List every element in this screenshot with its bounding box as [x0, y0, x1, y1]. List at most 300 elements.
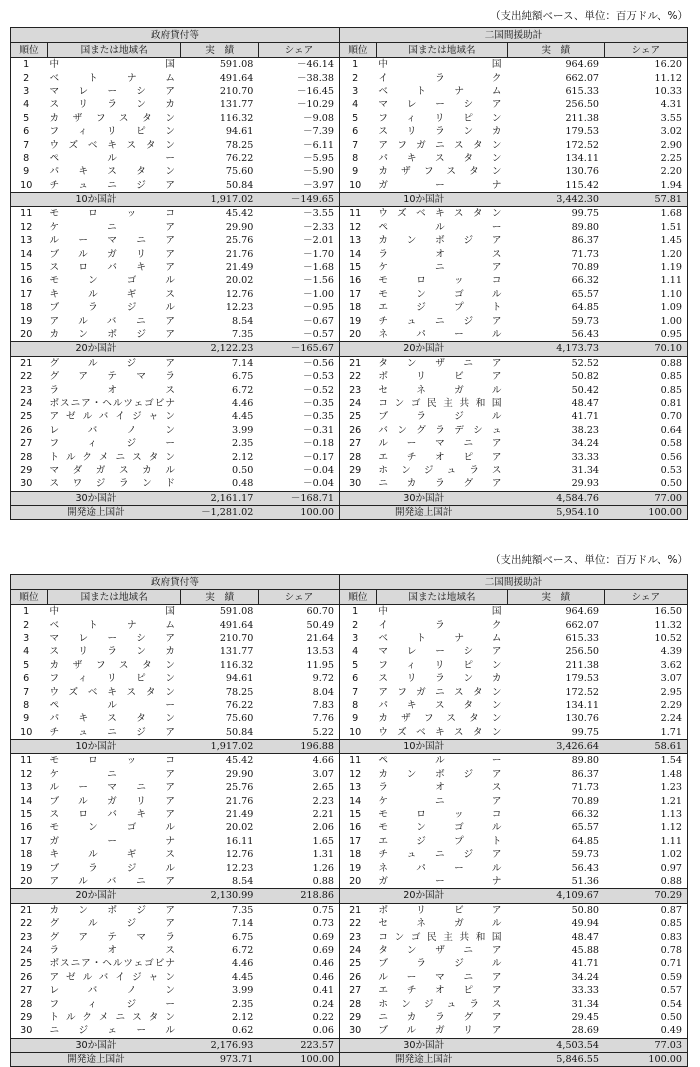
country-name: グルジア	[49, 918, 175, 930]
amount-value: 21.76	[225, 248, 254, 260]
country-name: ブラジル	[49, 302, 175, 314]
rank-cell: 11	[20, 208, 33, 220]
country-name: ルーマニア	[49, 235, 175, 247]
rank-cell: 29	[349, 1011, 362, 1023]
amount-value: 71.73	[571, 248, 600, 260]
rank-cell: 12	[20, 221, 33, 233]
amount-value: 31.34	[571, 464, 600, 476]
share-value: －1.68	[258, 261, 339, 274]
share-value: 4.31	[660, 99, 682, 111]
rank-cell: 22	[20, 371, 33, 383]
share-value: －0.31	[258, 424, 339, 437]
country-name: アルバニア	[49, 876, 175, 887]
country-name: ケニア	[378, 795, 502, 807]
share-value: 0.57	[660, 985, 682, 997]
country-name: ペルー	[378, 755, 502, 767]
amount-value: 16.11	[225, 835, 254, 847]
table-row	[11, 437, 688, 450]
share-value: 0.06	[258, 1024, 339, 1038]
subtotal-label: 10か国計	[11, 739, 181, 753]
column-header: 順位	[11, 43, 48, 58]
column-header: シェア	[258, 590, 339, 605]
country-name: エチオピア	[378, 451, 502, 463]
total-amount: 5,954.10	[508, 505, 605, 519]
rank-cell: 18	[20, 849, 33, 861]
amount-value: 179.53	[565, 126, 600, 138]
share-value: 0.88	[258, 875, 339, 889]
country-name: ニジェール	[49, 1025, 175, 1037]
rank-cell: 30	[349, 478, 362, 490]
country-name: エジプト	[378, 835, 502, 847]
country-name: アフガニスタン	[378, 686, 502, 698]
subtotal-row	[11, 192, 688, 206]
table-row	[11, 464, 688, 477]
amount-value: 7.14	[232, 357, 254, 369]
amount-value: 3.99	[232, 985, 254, 997]
share-value: 9.72	[258, 672, 339, 685]
rank-cell: 14	[349, 248, 362, 260]
rank-cell: 5	[352, 112, 359, 124]
country-name: セネガル	[378, 918, 502, 930]
country-name: タンザニア	[378, 944, 502, 956]
share-value: 2.24	[660, 713, 682, 725]
column-header: シェア	[258, 43, 339, 58]
amount-value: 3.99	[232, 424, 254, 436]
amount-value: 4.46	[232, 958, 254, 970]
table-row	[11, 207, 688, 221]
total-row	[11, 1052, 688, 1066]
amount-value: 4.45	[232, 971, 254, 983]
rank-cell: 10	[349, 179, 362, 191]
country-name: フィリピン	[49, 673, 175, 685]
amount-value: 964.69	[565, 606, 600, 618]
amount-value: 48.47	[571, 931, 600, 943]
amount-value: 33.33	[571, 985, 600, 997]
share-value: 0.22	[258, 1011, 339, 1024]
country-name: ルーマニア	[378, 971, 502, 983]
subtotal-label: 20か国計	[11, 889, 181, 903]
amount-value: 71.73	[571, 782, 600, 794]
table-row	[11, 138, 688, 151]
rank-cell: 20	[20, 329, 33, 340]
rank-cell: 29	[349, 464, 362, 476]
table-row	[11, 997, 688, 1010]
share-value: 1.21	[660, 795, 682, 807]
subtotal-label: 30か国計	[339, 1038, 507, 1052]
amount-value: 256.50	[565, 646, 600, 658]
country-name: 中国	[378, 59, 502, 71]
share-value: 50.49	[258, 618, 339, 631]
amount-value: 33.33	[571, 451, 600, 463]
subtotal-amount: 1,917.02	[181, 192, 258, 206]
country-name: ベトナム	[378, 85, 502, 97]
table-row	[11, 618, 688, 631]
amount-value: 76.22	[225, 152, 254, 164]
amount-value: 89.80	[571, 221, 600, 233]
table-row	[11, 314, 688, 327]
rank-cell: 14	[20, 248, 33, 260]
share-value: 1.54	[660, 755, 682, 767]
country-name: モロッコ	[49, 755, 175, 767]
rank-cell: 10	[20, 179, 33, 191]
amount-value: 75.60	[225, 713, 254, 725]
rank-cell: 9	[23, 713, 30, 725]
amount-value: 25.76	[225, 782, 254, 794]
amount-value: 59.73	[571, 849, 600, 861]
rank-cell: 23	[20, 931, 33, 943]
table-row	[11, 984, 688, 997]
rank-cell: 28	[20, 998, 33, 1010]
rank-cell: 10	[20, 726, 33, 738]
amount-value: 210.70	[219, 632, 254, 644]
table-block-1	[10, 27, 688, 520]
share-value: 3.62	[660, 659, 682, 671]
rank-cell: 24	[20, 944, 33, 956]
subtotal-label: 10か国計	[339, 739, 507, 753]
country-name: トルクメニスタン	[49, 1011, 175, 1023]
country-name: フィジー	[49, 998, 175, 1010]
amount-value: 94.61	[225, 673, 254, 685]
amount-value: 50.82	[571, 371, 600, 383]
total-row	[11, 505, 688, 519]
country-name: スリランカ	[378, 673, 502, 685]
table-row	[11, 848, 688, 861]
rank-cell: 12	[20, 768, 33, 780]
amount-value: 56.43	[571, 329, 600, 340]
rank-cell: 24	[349, 944, 362, 956]
table-row	[11, 301, 688, 314]
country-name: ウズベキスタン	[49, 686, 175, 698]
subtotal-share: 77.00	[604, 491, 687, 505]
table-row	[11, 632, 688, 645]
country-name: ルーマニア	[49, 782, 175, 794]
rank-cell: 26	[20, 971, 33, 983]
rank-cell: 25	[349, 958, 362, 970]
amount-value: 172.52	[565, 139, 600, 151]
share-value: －0.67	[258, 314, 339, 327]
table-row	[11, 754, 688, 768]
country-name: ニカラグア	[378, 478, 502, 490]
rank-cell: 25	[20, 411, 33, 423]
rank-cell: 7	[23, 139, 30, 151]
amount-value: 210.70	[219, 85, 254, 97]
subtotal-amount: 2,176.93	[181, 1038, 258, 1052]
rank-cell: 9	[23, 166, 30, 178]
subtotal-amount: 1,917.02	[181, 739, 258, 753]
amount-value: 45.42	[225, 208, 254, 220]
share-value: －0.53	[258, 370, 339, 383]
share-value: －3.55	[258, 207, 339, 221]
rank-cell: 5	[352, 659, 359, 671]
rank-cell: 26	[349, 424, 362, 436]
section-title: 二国間援助計	[339, 28, 687, 43]
share-value: 1.51	[660, 221, 682, 233]
rank-cell: 19	[20, 862, 33, 874]
share-value: －1.56	[258, 274, 339, 287]
country-name: グアテマラ	[49, 931, 175, 943]
rank-cell: 19	[20, 315, 33, 327]
subtotal-label: 10か国計	[11, 192, 181, 206]
rank-cell: 1	[352, 606, 359, 618]
share-value: 0.69	[258, 930, 339, 943]
share-value: 2.20	[660, 166, 682, 178]
country-name: カンボジア	[49, 329, 175, 340]
rank-cell: 7	[352, 139, 359, 151]
subtotal-share: 196.88	[258, 739, 339, 753]
table-row	[11, 152, 688, 165]
column-header: 国または地域名	[47, 590, 180, 605]
rank-cell: 21	[20, 904, 33, 916]
country-name: ブルガリア	[378, 1025, 502, 1037]
country-name: ブルガリア	[49, 795, 175, 807]
share-value: 0.75	[258, 903, 339, 917]
share-value: 1.00	[660, 315, 682, 327]
country-name: フィリピン	[49, 126, 175, 138]
share-value: 2.95	[660, 686, 682, 698]
rank-cell: 7	[23, 686, 30, 698]
subtotal-share: 218.86	[258, 889, 339, 903]
share-value: －10.29	[258, 98, 339, 111]
rank-cell: 8	[23, 152, 30, 164]
share-value: 1.65	[258, 835, 339, 848]
country-name: マダガスカル	[49, 464, 175, 476]
country-name: チュニジア	[378, 849, 502, 861]
share-value: 16.20	[654, 59, 682, 71]
table-row	[11, 861, 688, 874]
country-name: ラオス	[49, 944, 175, 956]
table-row	[11, 605, 688, 619]
country-name: ケニア	[49, 221, 175, 233]
share-value: 1.71	[660, 726, 682, 738]
unit-note: （支出純額ベース、単位：百万ドル、%）	[490, 10, 688, 22]
total-share: 100.00	[258, 1052, 339, 1066]
share-value: 1.11	[660, 275, 682, 287]
country-name: ガーナ	[378, 876, 502, 887]
rank-cell: 16	[20, 822, 33, 834]
total-share: 100.00	[604, 505, 687, 519]
subtotal-share: 58.61	[604, 739, 687, 753]
country-name: レバノン	[49, 424, 175, 436]
country-name: ボスニア・ヘルツェゴビナ	[49, 958, 175, 970]
country-name: ネパール	[378, 329, 502, 340]
share-value: 0.64	[660, 424, 682, 436]
table-row	[11, 383, 688, 396]
subtotal-amount: 2,130.99	[181, 889, 258, 903]
subtotal-share: 77.03	[604, 1038, 687, 1052]
country-name: スワジランド	[49, 478, 175, 490]
country-name: ブラジル	[378, 958, 502, 970]
amount-value: 6.72	[232, 384, 254, 396]
amount-value: 6.72	[232, 944, 254, 956]
share-value: －0.04	[258, 464, 339, 477]
share-value: －7.39	[258, 125, 339, 138]
ranking-table	[10, 27, 688, 520]
share-value: －0.56	[258, 356, 339, 370]
country-name: エジプト	[378, 302, 502, 314]
total-label: 開発途上国計	[339, 1052, 507, 1066]
amount-value: 591.08	[219, 606, 254, 618]
amount-value: 131.77	[219, 99, 254, 111]
rank-cell: 9	[352, 713, 359, 725]
rank-cell: 2	[23, 619, 30, 631]
country-name: ブラジル	[49, 862, 175, 874]
amount-value: 86.37	[571, 768, 600, 780]
amount-value: 49.94	[571, 918, 600, 930]
country-name: ペルー	[378, 221, 502, 233]
column-header: 国または地域名	[376, 590, 507, 605]
rank-cell: 17	[20, 835, 33, 847]
country-name: スリランカ	[49, 646, 175, 658]
share-value: －0.95	[258, 301, 339, 314]
amount-value: 8.54	[232, 315, 254, 327]
table-row	[11, 125, 688, 138]
table-row	[11, 221, 688, 234]
share-value: 1.11	[660, 835, 682, 847]
amount-value: 64.85	[571, 302, 600, 314]
share-value: －2.33	[258, 221, 339, 234]
amount-value: 65.57	[571, 288, 600, 300]
column-header: 実 績	[508, 590, 605, 605]
country-name: タンザニア	[378, 357, 502, 369]
country-name: レバノン	[49, 985, 175, 997]
country-name: イラク	[378, 72, 502, 84]
rank-cell: 19	[349, 315, 362, 327]
share-value: 7.83	[258, 699, 339, 712]
country-name: マレーシア	[49, 632, 175, 644]
amount-value: 21.49	[225, 262, 254, 274]
table-row	[11, 1024, 688, 1038]
share-value: －3.97	[258, 179, 339, 193]
amount-value: 0.48	[232, 478, 254, 490]
share-value: 2.90	[660, 139, 682, 151]
amount-value: 20.02	[225, 822, 254, 834]
amount-value: 4.46	[232, 397, 254, 409]
country-name: ケニア	[49, 768, 175, 780]
share-value: 2.29	[660, 699, 682, 711]
section-title: 政府貸付等	[11, 575, 340, 590]
total-share: 100.00	[604, 1052, 687, 1066]
total-share: 100.00	[258, 505, 339, 519]
share-value: 11.32	[654, 619, 682, 631]
share-value: 1.12	[660, 822, 682, 834]
rank-cell: 27	[349, 438, 362, 450]
rank-cell: 21	[20, 357, 33, 369]
share-value: 1.26	[258, 861, 339, 874]
country-name: マレーシア	[378, 646, 502, 658]
row-group	[11, 58, 688, 207]
rank-cell: 1	[23, 606, 30, 618]
share-value: －5.90	[258, 165, 339, 178]
column-header: 実 績	[181, 43, 258, 58]
share-value: 10.52	[654, 632, 682, 644]
table-row	[11, 672, 688, 685]
subtotal-amount: 3,442.30	[508, 192, 605, 206]
country-name: ケニア	[378, 262, 502, 274]
rank-cell: 1	[23, 59, 30, 71]
country-name: カザフスタン	[378, 713, 502, 725]
share-value: 0.53	[660, 464, 682, 476]
rank-cell: 11	[20, 755, 33, 767]
rank-cell: 11	[349, 755, 362, 767]
table-row	[11, 645, 688, 658]
subtotal-amount: 2,161.17	[181, 491, 258, 505]
share-value: 11.12	[654, 72, 682, 84]
country-name: 中国	[49, 606, 175, 618]
share-value: 3.07	[660, 673, 682, 685]
rank-cell: 14	[349, 795, 362, 807]
table-row	[11, 397, 688, 410]
share-value: 1.31	[258, 848, 339, 861]
share-value: 0.24	[258, 997, 339, 1010]
amount-value: 29.45	[571, 1011, 600, 1023]
amount-value: 21.76	[225, 795, 254, 807]
rank-cell: 22	[349, 918, 362, 930]
country-name: 中国	[49, 59, 175, 71]
table-row	[11, 356, 688, 370]
table-row	[11, 944, 688, 957]
amount-value: 76.22	[225, 699, 254, 711]
rank-cell: 5	[23, 112, 30, 124]
amount-value: 615.33	[565, 632, 600, 644]
subtotal-row	[11, 342, 688, 356]
amount-value: 116.32	[219, 112, 254, 124]
share-value: 3.07	[258, 768, 339, 781]
rank-cell: 9	[352, 166, 359, 178]
country-name: アフガニスタン	[378, 139, 502, 151]
rank-cell: 10	[349, 726, 362, 738]
share-value: 0.83	[660, 931, 682, 943]
subtotal-amount: 4,173.73	[508, 342, 605, 356]
amount-value: 41.71	[571, 958, 600, 970]
share-value: 0.59	[660, 971, 682, 983]
share-value: －0.18	[258, 437, 339, 450]
amount-value: 50.84	[225, 179, 254, 191]
amount-value: 115.42	[565, 179, 600, 191]
country-name: ベトナム	[49, 72, 175, 84]
country-name: カンボジア	[378, 768, 502, 780]
share-value: 0.46	[258, 971, 339, 984]
share-value: 0.88	[660, 357, 682, 369]
rank-cell: 13	[349, 235, 362, 247]
amount-value: 12.23	[225, 862, 254, 874]
amount-value: 7.35	[232, 329, 254, 340]
subtotal-amount: 4,109.67	[508, 889, 605, 903]
share-value: 21.64	[258, 632, 339, 645]
amount-value: 12.23	[225, 302, 254, 314]
amount-value: 134.11	[565, 152, 600, 164]
share-value: 16.50	[654, 606, 682, 618]
total-label: 開発途上国計	[339, 505, 507, 519]
rank-cell: 15	[20, 262, 33, 274]
column-header: 順位	[11, 590, 48, 605]
share-value: －9.08	[258, 112, 339, 125]
rank-cell: 6	[23, 126, 30, 138]
ranking-table	[10, 574, 688, 1067]
country-name: パキスタン	[49, 713, 175, 725]
rank-cell: 17	[349, 835, 362, 847]
amount-value: 4.45	[232, 411, 254, 423]
country-name: チュニジア	[378, 315, 502, 327]
rank-cell: 2	[352, 72, 359, 84]
table-row	[11, 917, 688, 930]
amount-value: 29.90	[225, 768, 254, 780]
country-name: エチオピア	[378, 985, 502, 997]
country-name: グアテマラ	[49, 371, 175, 383]
country-name: ボスニア・ヘルツェゴビナ	[49, 397, 175, 409]
rank-cell: 3	[352, 85, 359, 97]
country-name: フィジー	[49, 438, 175, 450]
subtotal-label: 30か国計	[11, 1038, 181, 1052]
